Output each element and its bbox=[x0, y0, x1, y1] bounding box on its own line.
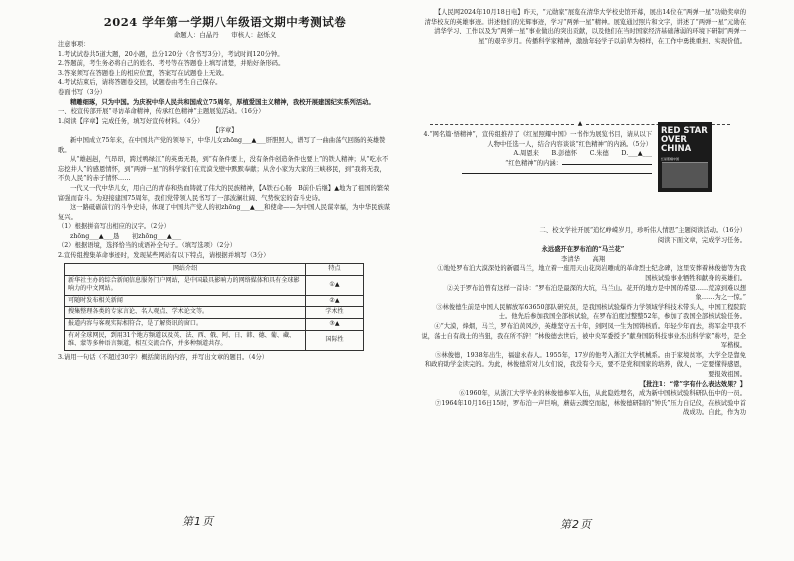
preface-paragraph-3: 一代又一代中华儿女，用自己的青春和热血铸就了伟大的民族精神，【A铁石心肠 B前仆后继】▲地为了祖国的繁荣富强而奋斗。为迎接建国75周年，我们党带领人民书写了一部波澜壮阔、气势恢宏的奋斗史诗。 bbox=[58, 184, 390, 202]
table-header-intro: 网站介绍 bbox=[65, 263, 306, 275]
right-page bbox=[420, 8, 746, 46]
essay-paragraph-4: ④“大漠，烽烟，马兰，罗布泊黄风沙，英雄坚守五十年，剑阿凤一生为国铸核盾。年轻少年而去，将军金甲我不说，荡士自有战士的当狙，我在所不辞！”林俊德去世后，被中央军委授予“献身国防科技事业杰出科学家”称号，是全军楷模。 bbox=[421, 322, 746, 350]
exam-title: 2024 学年第一学期八年级语文期中考测试卷 bbox=[103, 15, 347, 29]
notice-item: 3.答案须写在答题卷上的相应位置，答案写在试题卷上无效。 bbox=[58, 69, 228, 77]
question-1-sub-1: （1）根据拼音写出相应的汉字。（2分） bbox=[58, 223, 170, 231]
table-row bbox=[65, 330, 364, 350]
notice-item: 4.考试结束后，请将答题卷交回，试题卷由考生自己保存。 bbox=[58, 79, 222, 87]
intro-paragraph: 精雕细琢，只为中国。为庆祝中华人民共和国成立75周年，厚植爱国主义精神，我校开展建国纪实系列活动。 bbox=[70, 98, 375, 106]
table-cell-intro: 新华社主办的综合新闻信息服务门户网站，是中国最具影响力的网络媒体和具有全球影响力的中文网站。 bbox=[65, 275, 306, 295]
question-4-block bbox=[420, 130, 652, 178]
table-row bbox=[65, 319, 364, 331]
preface-paragraph-2: 从“雄赳赳，气昂昂，跨过鸭绿江”的英勇无畏，到“有条件要上，没有条件创造条件也要上”的铁人精神；从“吃水不忘挖井人”的感恩情怀，到“两弹一星”的科学家们在荒漠戈壁中默默奉献；从舍小家为大家的三峡移民，到“我将无我，不负人民”的赤子情怀…… bbox=[58, 156, 389, 183]
exam-authors: 命题人：白晶丹 审核人：赵烁义 bbox=[173, 31, 277, 39]
table-cell-intro: 有对全球网民，到用31个地方频道以及英、法、西、俄、阿、日、韩、德、葡、藏、维、蒙等多种语言频道，相互交流合作，并多种频道共存。 bbox=[65, 330, 306, 350]
table-cell-feature: 国际性 bbox=[306, 330, 364, 350]
question-1-title: 1.阅读【序章】完成任务，填写好宣传材料。（4分） bbox=[58, 117, 204, 125]
book-cover-image bbox=[658, 122, 712, 192]
question-4-answer-label: “红色精神”的内涵： bbox=[420, 159, 652, 169]
notice-item: 2.答题前，考生务必将自己的姓名、考号等在答题卷上填写清楚，并贴好条形码。 bbox=[58, 60, 285, 68]
question-4-choices[interactable]: A.周恩来 B.彭德怀 C.朱德 D.___▲___ bbox=[513, 150, 652, 158]
table-cell-feature: 学术性 bbox=[306, 307, 364, 319]
question-4-answer-line-2[interactable] bbox=[420, 168, 652, 178]
left-page bbox=[58, 8, 392, 362]
table-cell-intro: 搜集整理各类的专家言论、名人观点、学术论文等。 bbox=[65, 307, 306, 319]
table-cell-feature[interactable]: ①▲ bbox=[306, 275, 364, 295]
handwriting-score-line: 卷面书写（3分） bbox=[58, 88, 107, 96]
book-cover-title: RED STAR OVER CHINA bbox=[661, 126, 708, 154]
page-number-right: 第2页 bbox=[560, 518, 592, 531]
question-4-title: 4.“网名篇·悟精神”，宣传组推荐了《红星照耀中国》一书作为展览书目，请从以下人物中任选一人，结合内容谈谈“红色精神”的内涵。（5分） bbox=[423, 131, 652, 148]
question-1-sub-1-blanks[interactable]: zhōng___▲___恳 初zhōng___▲___ bbox=[70, 232, 182, 240]
table-cell-intro: 报道内容与客观实际相符合，是了解资讯的窗口。 bbox=[65, 319, 306, 331]
notice-heading: 注意事项： bbox=[58, 41, 90, 48]
book-cover-figure bbox=[662, 162, 708, 188]
answer-divider: ▲ bbox=[430, 120, 730, 128]
table-cell-intro: 可随时发布相关新闻 bbox=[65, 295, 306, 307]
question-2-title: 2.宣传组搜集革命事迹时，发现某些网站有以下特点，请根据并填写（3分） bbox=[58, 252, 270, 260]
book-cover-subtitle: 红星照耀中国 bbox=[661, 157, 680, 161]
table-cell-feature[interactable]: ②▲ bbox=[306, 295, 364, 307]
preface-paragraph-1: 新中国成立75年来，在中国共产党的领导下，中华儿女zhōng___▲___肝胆照人，谱写了一曲曲荡气回肠的英雄赞歌。 bbox=[58, 136, 386, 154]
notice-item: 1.考试试卷共5道大题，20小题，总分120分（含书写3分），考试时间120分钟。 bbox=[58, 50, 284, 58]
essay-paragraph-1: ①地处罗布泊大漠深处的新疆马兰，地立着一座用天山花岗岩雕成的革命烈士纪念碑，这里安葬着林俊德等为我国核试验事业牺牲和献身的英雄们。 bbox=[437, 265, 746, 282]
section-1-title: 一、校宣传部开展“寻访革命精神，传承红色精神”主题展览活动。（16分） bbox=[58, 108, 265, 116]
table-row bbox=[65, 295, 364, 307]
preface-title: 【序章】 bbox=[212, 127, 238, 135]
annotation-1: 【批注1：“常”字有什么表达效果？】 bbox=[639, 380, 746, 388]
page-number-left: 第1页 bbox=[182, 515, 214, 528]
table-header-row bbox=[65, 263, 364, 275]
essay-title: 永远盛开在罗布泊的“马兰花” bbox=[541, 246, 625, 254]
question-1-sub-2: （2）根据语境，选择恰当的成语补全句子。（填写选项）（2分） bbox=[58, 242, 237, 250]
section-2-block bbox=[420, 226, 746, 418]
question-3-title: 3.请用一句话（不超过30字）概括简讯的内容，并写出文章的题目。（4分） bbox=[58, 353, 269, 361]
essay-paragraph-5: ⑤林俊德，1938年出生，福建永春人。1955年，17岁的他考入浙江大学机械系。由于家境贫寒，大学全是靠免和政府助学金读完的。为此，林俊德常对儿女们说，我没有今天，要不是党和国家的培养，做人，一定要懂得感恩，要报效祖国。 bbox=[424, 351, 746, 378]
table-cell-feature[interactable]: ③▲ bbox=[306, 319, 364, 331]
table-row bbox=[65, 307, 364, 319]
essay-paragraph-7: ⑦1964年10月16日15时，罗布泊一声巨响，蘑菇云腾空而起，林俊德研制的“钟氏”压力自记仪，在核试验中首战成功。自此，作为功 bbox=[435, 399, 746, 417]
section-2-title: 二、校文学社开展“追忆峥嵘岁月，珍听伟人情思”主题阅读活动。（16分） bbox=[539, 227, 746, 234]
essay-paragraph-3: ③林俊德生前是中国人民解放军63650部队研究员，是我国核试验爆炸力学领域学科技术带头人，中国工程院院士。他先后参加我国全部核试验，在罗布泊度过整整52年，参加了我国全部核试验任务。 bbox=[436, 303, 746, 321]
preface-paragraph-4: 这一路砥砺前行的斗争史诗，体现了中国共产党人的初zhōng___▲___和使命——为中国人民谋幸福，为中华民族谋复兴。 bbox=[58, 204, 391, 221]
essay-author: 李清华 高翔 bbox=[560, 255, 606, 263]
answer-line[interactable] bbox=[562, 159, 652, 165]
news-paragraph: 【人民网2024年10月18日电】昨天，“元勋家”展览在清华大学校史馆开幕，展出14位在“两弹一星”功勋奖章的清华校友的英雄事迹。讲述他们的光辉事迹，学习“两弹一星”精神。展览通过照片和文字，讲述了“两弹一星”元勋在清华学习、工作以及为“两弹一星”事业做出的突出贡献，以及他们在当时国家经济基础薄弱的环境下研制“两弹一星”的艰辛岁月。传播科学家精神，激励年轻学子以前辈为榜样，在工作中勇挑重担、实现价值。 bbox=[424, 9, 746, 45]
table-header-feature: 特点 bbox=[306, 263, 364, 275]
essay-paragraph-6: ⑥1960年，从浙江大学毕业的林俊德参军入伍，从此隐姓埋名，成为新中国核试验科研队伍中的一员。 bbox=[459, 390, 746, 398]
website-feature-table bbox=[64, 263, 364, 351]
table-row bbox=[65, 275, 364, 295]
section-2-intro: 阅读下面文章，完成学习任务。 bbox=[657, 236, 746, 244]
essay-paragraph-2: ②关于罗布泊曾有这样一首诗：“罗布泊是最深的大坑，马兰山。花开的地方是中国的希望……荒凉到难以想象……为之一惊。” bbox=[446, 284, 746, 302]
